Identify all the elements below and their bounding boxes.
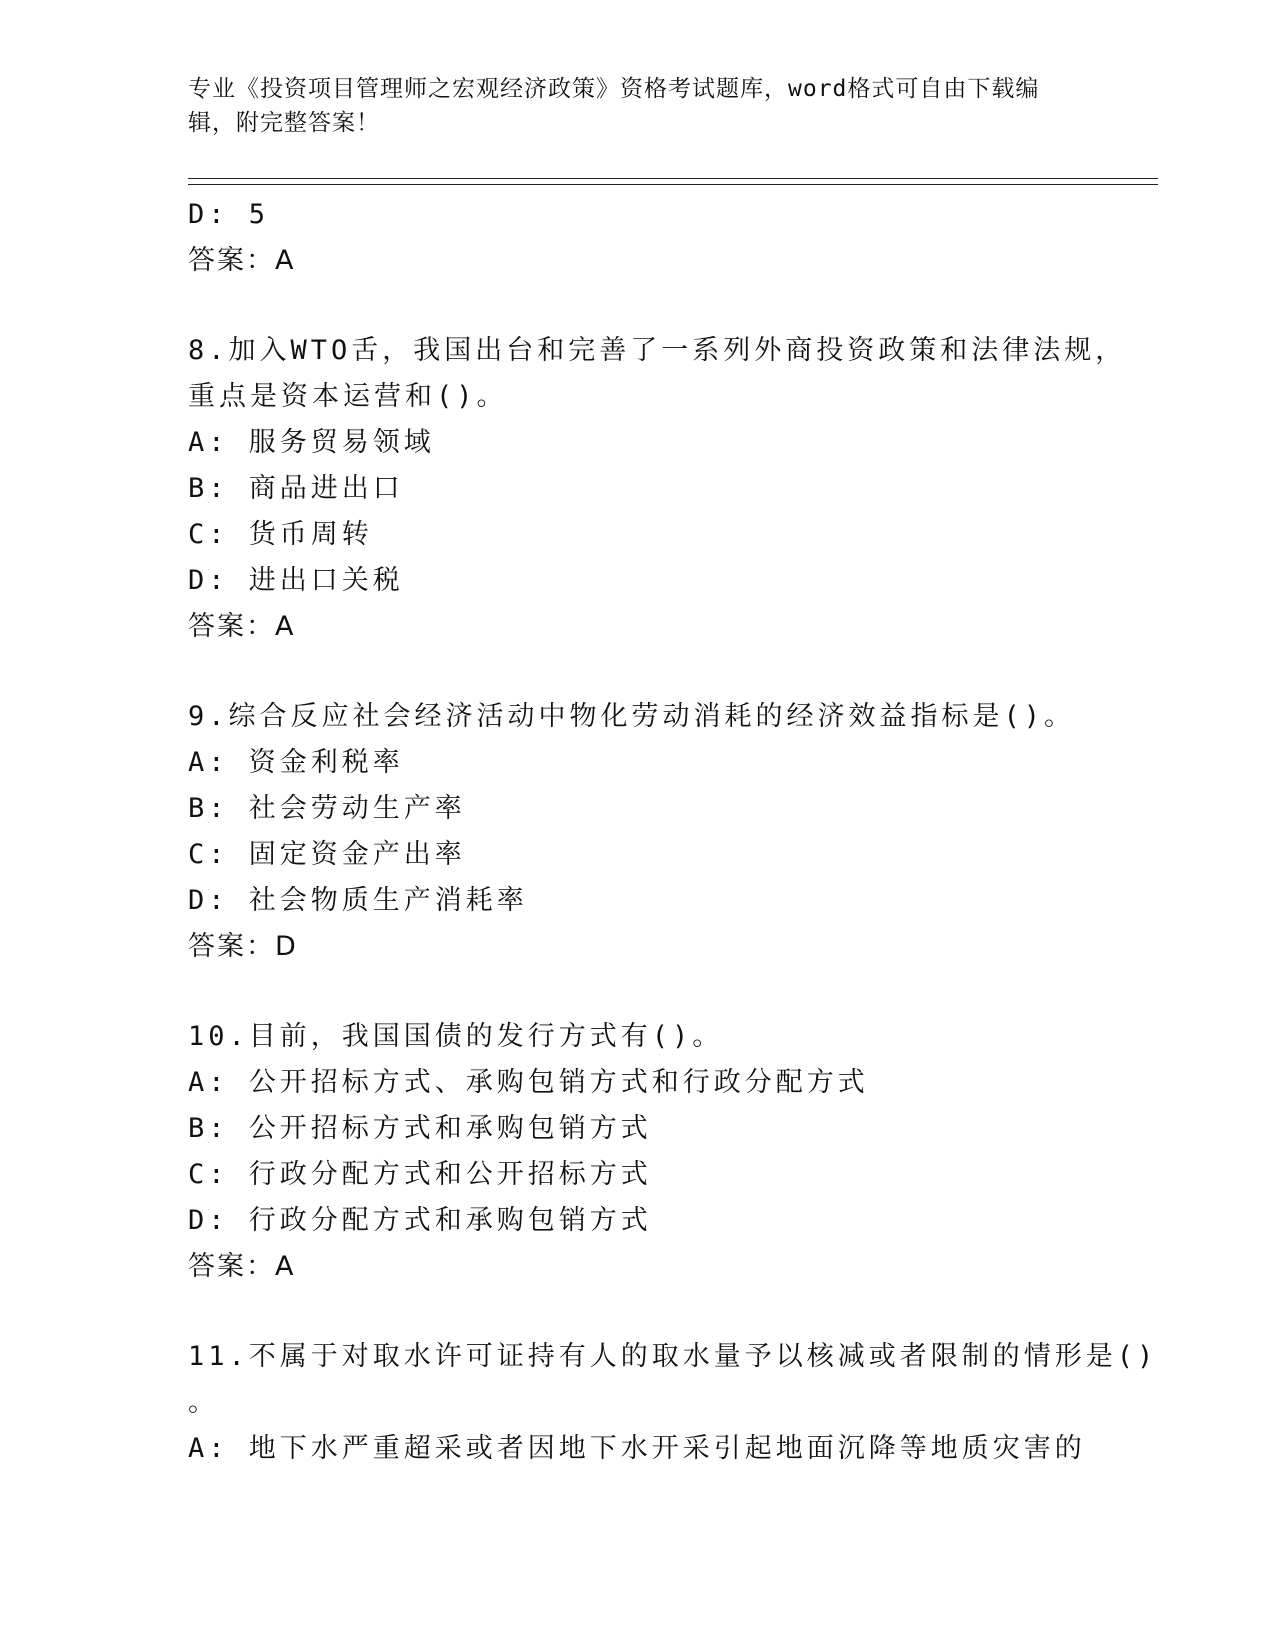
option-c: C: 行政分配方式和公开招标方式 [188, 1159, 652, 1190]
question-11 [188, 1334, 1158, 1472]
question-stem: 11.不属于对取水许可证持有人的取水量予以核减或者限制的情形是() [188, 1341, 1158, 1372]
header-rule-top [188, 178, 1158, 179]
option-b: B: 社会劳动生产率 [188, 793, 466, 824]
option-c: C: 固定资金产出率 [188, 839, 466, 870]
question-stem: 9.综合反应社会经济活动中物化劳动消耗的经济效益指标是()。 [188, 701, 1076, 732]
question-9 [188, 694, 1088, 970]
option-c: C: 货币周转 [188, 519, 373, 550]
question-stem: 10.目前，我国国债的发行方式有()。 [188, 1021, 724, 1052]
option-d: D: 社会物质生产消耗率 [188, 885, 528, 916]
question-10 [188, 1014, 1088, 1290]
option-b: B: 商品进出口 [188, 473, 404, 504]
question-content [188, 192, 1158, 1472]
header-line-2: 辑，附完整答案！ [188, 110, 380, 136]
option-a: A: 服务贸易领域 [188, 427, 435, 458]
question-stem: 。 [188, 1387, 219, 1418]
option-b: B: 公开招标方式和承购包销方式 [188, 1113, 652, 1144]
option-a: A: 地下水严重超采或者因地下水开采引起地面沉降等地质灾害的 [188, 1433, 1086, 1464]
option-d: D: 进出口关税 [188, 565, 404, 596]
option-a: A: 资金利税率 [188, 747, 404, 778]
page-header [188, 72, 1088, 140]
question-8 [188, 328, 1127, 650]
answer-prev: 答案：A [188, 245, 296, 276]
question-stem: 8.加入WTO舌，我国出台和完善了一系列外商投资政策和法律法规， [188, 335, 1127, 366]
header-rule-bottom [188, 184, 1158, 185]
header-line-1: 专业《投资项目管理师之宏观经济政策》资格考试题库，word格式可自由下载编 [188, 76, 1040, 102]
option-d-prev: D: 5 [188, 199, 270, 230]
option-d: D: 行政分配方式和承购包销方式 [188, 1205, 652, 1236]
option-a: A: 公开招标方式、承购包销方式和行政分配方式 [188, 1067, 869, 1098]
answer: 答案：A [188, 1251, 296, 1282]
answer: 答案：D [188, 931, 298, 962]
answer: 答案：A [188, 611, 296, 642]
question-stem: 重点是资本运营和()。 [188, 381, 508, 412]
